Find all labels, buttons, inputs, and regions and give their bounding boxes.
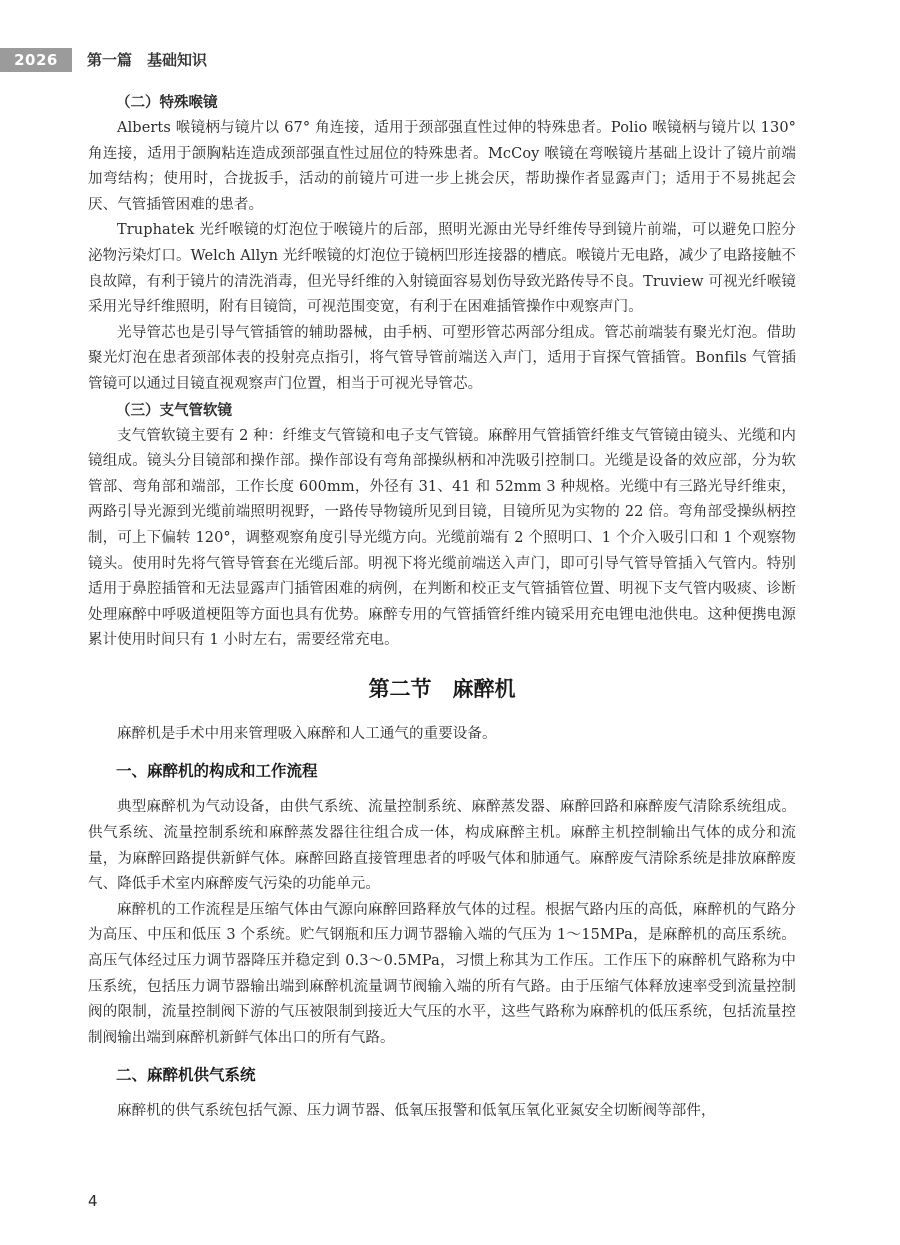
subsection-title-bronchoscope: （三）支气管软镜: [116, 402, 232, 419]
paragraph: 麻醉机的供气系统包括气源、压力调节器、低氧压报警和低氧压氧化亚氮安全切断阀等部件，: [117, 1103, 716, 1120]
subsection-title-special-laryngoscope: （二）特殊喉镜: [116, 95, 218, 111]
paragraph: 支气管软镜主要有 2 种：纤维支气管镜和电子支气管镜。麻醉用气管插管纤维支气管镜由镜头、光缆和内镜组成。镜头分目镜部和操作部。操作部设有弯角部操纵柄和冲洗吸引控制口。光缆是设备的效应部，分为软管部、弯角部和端部，工作长度 600mm，外径有 31、41 和 52mm 3 种规格。光缆中有三路光导纤维束，两路引导光源到光缆前端照明视野，一路传导物镜所见到目镜，目镜所见为实物的 22 倍。弯角部受操纵柄控制，可上下偏转 120°，调整观察角度引导光缆方向。光缆前端有 2 个照明口、1 个介入吸引口和 1 个观察物镜头。使用时先将气管导管套在光缆后部。明视下将光缆前端送入声门，即可引导气管导管插入气管内。特别适用于鼻腔插管和无法显露声门插管困难的病例，在判断和校正支气管插管位置、明视下支气管内吸痰、诊断处理麻醉中呼吸道梗阻等方面也具有优势。麻醉专用的气管插管纤维内镜采用充电锂电池供电。这种便携电源累计使用时间只有 1 小时左右，需要经常充电。: [88, 427, 796, 649]
heading-gas-supply-system: 二、麻醉机供气系统: [116, 1066, 256, 1085]
page-header: [0, 48, 900, 72]
part-title: 第一篇 基础知识: [87, 51, 208, 69]
heading-composition-workflow: 一、麻醉机的构成和工作流程: [116, 762, 318, 781]
page-number: 4: [88, 1192, 98, 1210]
paragraph: 典型麻醉机为气动设备，由供气系统、流量控制系统、麻醉蒸发器、麻醉回路和麻醉废气清除系统组成。供气系统、流量控制系统和麻醉蒸发器往往组合成一体，构成麻醉主机。麻醉主机控制输出气体的成分和流量，为麻醉回路提供新鲜气体。麻醉回路直接管理患者的呼吸气体和肺通气。麻醉废气清除系统是排放麻醉废气、降低手术室内麻醉废气污染的功能单元。: [88, 799, 796, 893]
paragraph: Truphatek 光纤喉镜的灯泡位于喉镜片的后部，照明光源由光导纤维传导到镜片前端，可以避免口腔分泌物污染灯口。Welch Allyn 光纤喉镜的灯泡位于镜柄凹形连接器的槽底。喉镜片无电路，减少了电路接触不良故障，有利于镜片的清洗消毒，但光导纤维的入射镜面容易划伤导致光路传导不良。Truview 可视光纤喉镜采用光导纤维照明，附有目镜筒，可视范围变宽，有利于在困难插管操作中观察声门。: [88, 222, 796, 316]
section-title: 第二节 麻醉机: [368, 675, 516, 701]
section-intro: 麻醉机是手术中用来管理吸入麻醉和人工通气的重要设备。: [117, 725, 497, 742]
paragraph: 麻醉机的工作流程是压缩气体由气源向麻醉回路释放气体的过程。根据气路内压的高低，麻醉机的气路分为高压、中压和低压 3 个系统。贮气钢瓶和压力调节器输入端的气压为 1～15MPa，是麻醉机的高压系统。高压气体经过压力调节器降压并稳定到 0.3～0.5MPa，习惯上称其为工作压。工作压下的麻醉机气路称为中压系统，包括压力调节器输出端到麻醉机流量调节阀输入端的所有气路。由于压缩气体释放速率受到流量控制阀的限制，流量控制阀下游的气压被限制到接近大气压的水平，这些气路称为麻醉机的低压系统，包括流量控制阀输出端到麻醉机新鲜气体出口的所有气路。: [88, 901, 796, 1046]
paragraph: Alberts 喉镜柄与镜片以 67° 角连接，适用于颈部强直性过伸的特殊患者。Polio 喉镜柄与镜片以 130° 角连接，适用于颌胸粘连造成颈部强直性过屈位的特殊患者。McCoy 喉镜在弯喉镜片基础上设计了镜片前端加弯结构；使用时，合拢扳手，活动的前镜片可进一步上挑会厌，帮助操作者显露声门；适用于不易挑起会厌、气管插管困难的患者。: [88, 120, 796, 213]
year-badge: 2026: [0, 48, 72, 72]
page-content: [88, 90, 796, 1125]
paragraph: 光导管芯也是引导气管插管的辅助器械，由手柄、可塑形管芯两部分组成。管芯前端装有聚光灯泡。借助聚光灯泡在患者颈部体表的投射亮点指引，将气管导管前端送入声门，适用于盲探气管插管。Bonfils 气管插管镜可以通过目镜直视观察声门位置，相当于可视光导管芯。: [88, 324, 796, 392]
